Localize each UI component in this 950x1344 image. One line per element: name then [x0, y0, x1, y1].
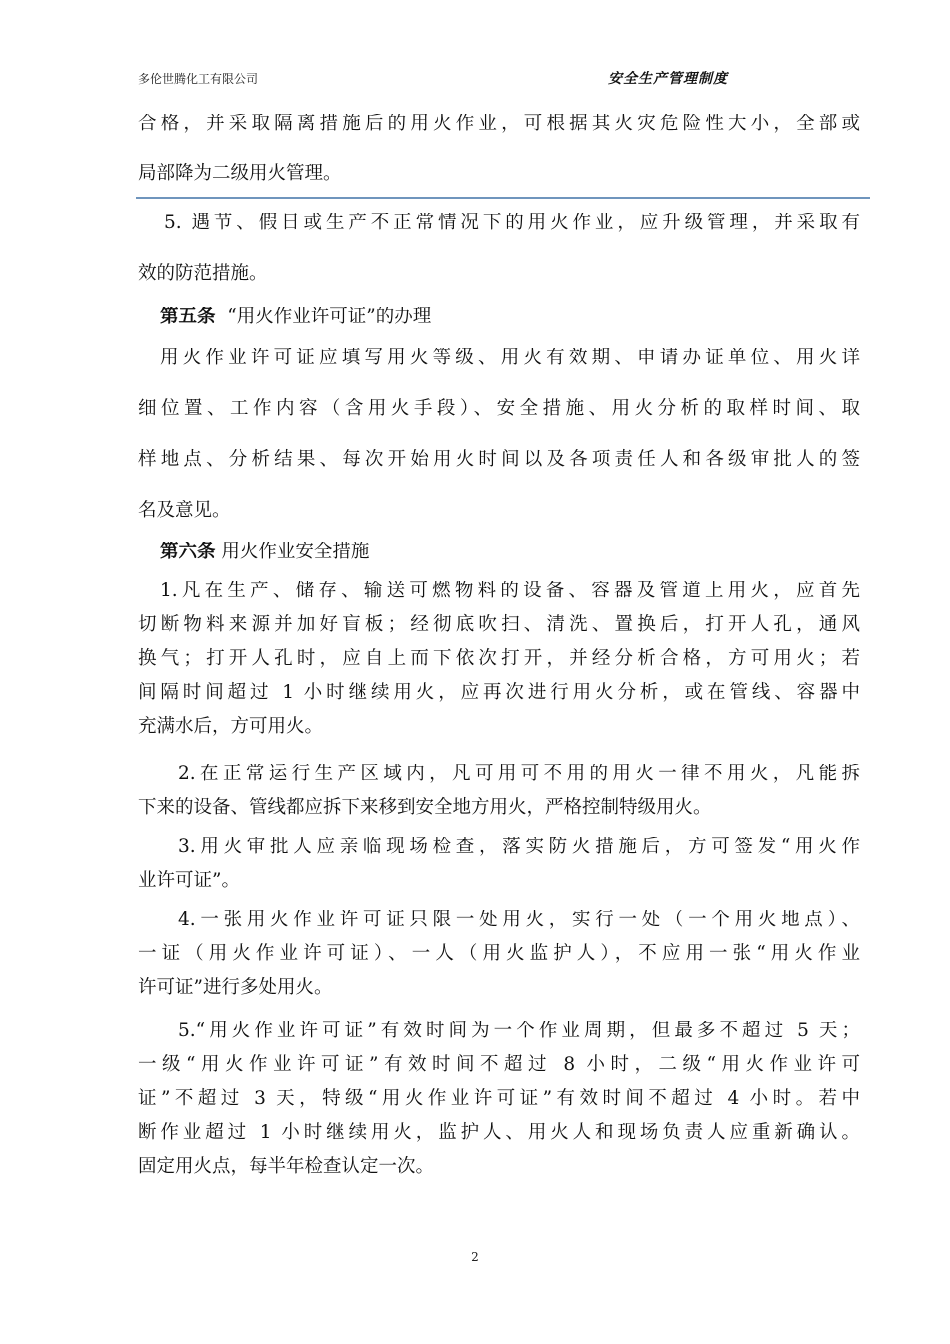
paragraph-measure-3 — [138, 837, 860, 891]
text-line: 合格，并采取隔离措施后的用火作业，可根据其火灾危险性大小，全部或 — [138, 114, 860, 134]
text-line: 4.一张用火作业许可证只限一处用火，实行一处（一个用火地点）、 — [178, 910, 860, 930]
paragraph-item-5 — [138, 213, 860, 284]
text-line: 2.在正常运行生产区域内，凡可用可不用的用火一律不用火，凡能拆 — [178, 764, 860, 784]
article-6-heading — [138, 542, 860, 562]
company-name: 多伦世腾化工有限公司 — [138, 72, 259, 86]
article-title: 用火作业安全措施 — [221, 542, 370, 562]
text-line: 间隔时间超过 1 小时继续用火，应再次进行用火分析，或在管线、容器中 — [138, 682, 860, 703]
text-line: 效的防范措施。 — [138, 263, 268, 284]
text-line: 充满水后，方可用火。 — [138, 716, 324, 737]
text-line: 1.凡在生产、储存、输送可燃物料的设备、容器及管道上用火，应首先 — [160, 581, 860, 601]
text-line: 业许可证”。 — [138, 870, 240, 891]
article-5-heading — [138, 307, 860, 327]
paragraph-continuation — [138, 114, 860, 184]
text-line: 换气；打开人孔时，应自上而下依次打开，并经分析合格，方可用火；若 — [138, 648, 860, 669]
text-line: 许可证”进行多处用火。 — [138, 977, 333, 998]
text-line: 名及意见。 — [138, 500, 231, 521]
article-title: “用火作业许可证”的办理 — [227, 307, 432, 327]
paragraph-permit-content — [138, 348, 860, 521]
page-number: 2 — [471, 1250, 479, 1264]
text-line: 3.用火审批人应亲临现场检查，落实防火措施后，方可签发“用火作 — [178, 837, 860, 857]
document-title: 安全生产管理制度 — [608, 71, 728, 87]
text-line: 一证（用火作业许可证）、一人（用火监护人），不应用一张“用火作业 — [138, 943, 860, 964]
text-line: 断作业超过 1 小时继续用火，监护人、用火人和现场负责人应重新确认。 — [138, 1122, 860, 1143]
article-number: 第五条 — [160, 307, 216, 327]
paragraph-measure-4 — [138, 910, 860, 998]
text-line: 切断物料来源并加好盲板；经彻底吹扫、清洗、置换后，打开人孔，通风 — [138, 614, 860, 635]
paragraph-measure-1 — [138, 581, 860, 737]
text-line: 固定用火点，每半年检查认定一次。 — [138, 1156, 435, 1177]
text-line: 局部降为二级用火管理。 — [138, 163, 342, 184]
paragraph-measure-2 — [138, 764, 860, 818]
text-line: 5. 遇节、假日或生产不正常情况下的用火作业，应升级管理，并采取有 — [164, 213, 860, 233]
text-line: 用火作业许可证应填写用火等级、用火有效期、申请办证单位、用火详 — [160, 348, 860, 368]
text-line: 下来的设备、管线都应拆下来移到安全地方用火，严格控制特级用火。 — [138, 797, 712, 818]
text-line: 细位置、工作内容（含用火手段）、安全措施、用火分析的取样时间、取 — [138, 398, 860, 419]
page-header — [138, 68, 856, 94]
text-line: 一级“用火作业许可证”有效时间不超过 8 小时，二级“用火作业许可 — [138, 1054, 860, 1075]
section-divider — [136, 197, 870, 199]
text-line: 5.“用火作业许可证”有效时间为一个作业周期，但最多不超过 5 天； — [178, 1021, 860, 1041]
paragraph-measure-5 — [138, 1021, 860, 1177]
text-line: 证”不超过 3 天，特级“用火作业许可证”有效时间不超过 4 小时。若中 — [138, 1088, 860, 1109]
text-line: 样地点、分析结果、每次开始用火时间以及各项责任人和各级审批人的签 — [138, 449, 860, 470]
article-number: 第六条 — [160, 542, 216, 562]
